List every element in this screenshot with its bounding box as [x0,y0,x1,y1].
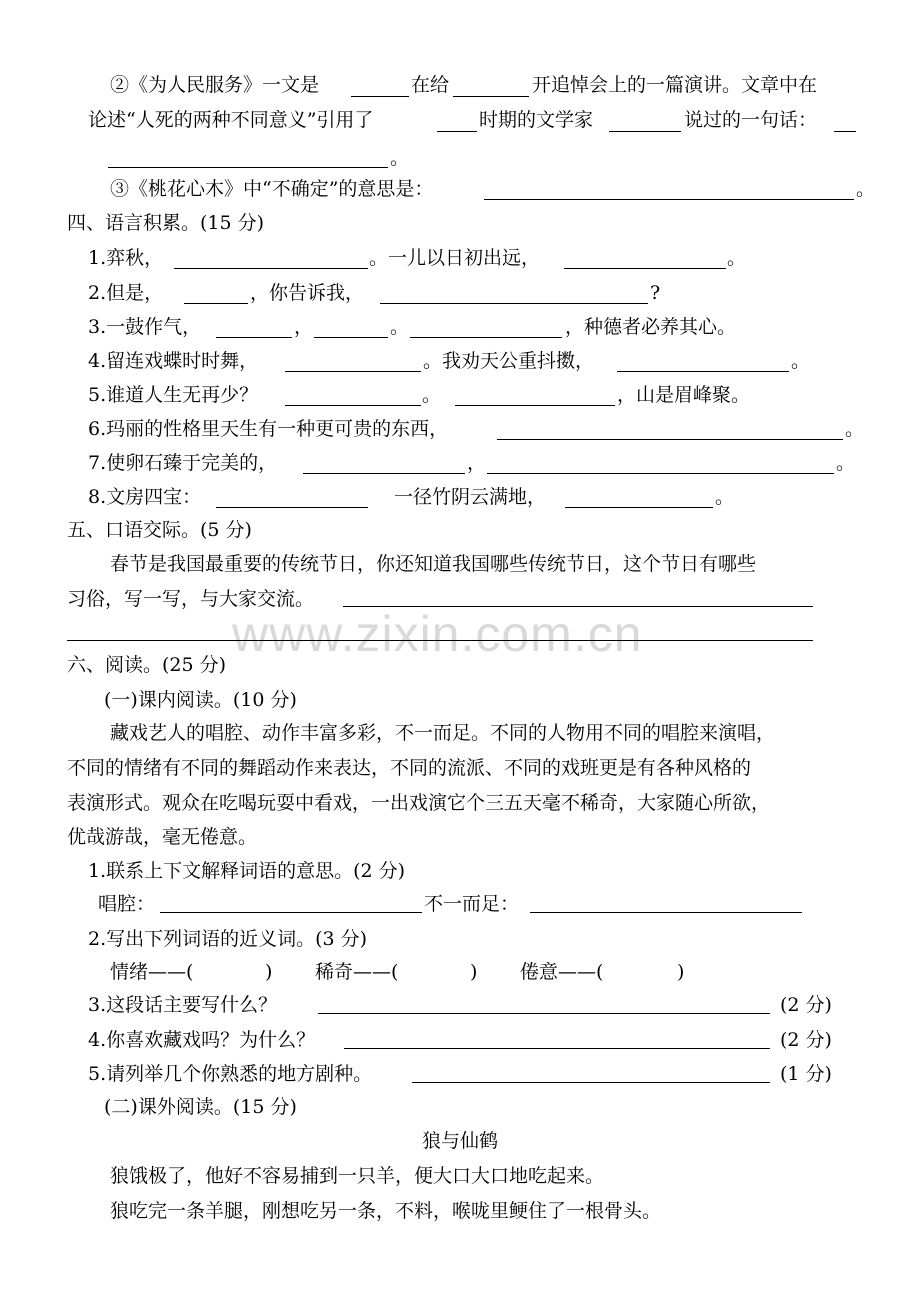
q5 [0,1057,920,1091]
text: ， [294,316,314,338]
s5-para-line1 [0,547,920,581]
q2-answers [0,955,920,989]
fill-blank[interactable] [437,131,477,132]
s4-line7 [0,446,920,480]
s4-line3 [0,310,920,344]
text: 5.谁道人生无再少？ [88,384,259,406]
text: 藏戏艺人的唱腔、动作丰富多彩，不一而足。不同的人物用不同的唱腔来演唱， [110,722,776,744]
fill-blank[interactable] [108,167,388,168]
answer-line[interactable] [344,1048,770,1049]
score: (1 分) [780,1063,832,1085]
text: 。 [422,384,442,406]
answer-line[interactable] [412,1082,770,1083]
text: 。 [390,147,410,169]
q3-item3 [0,172,920,206]
text: 。 [856,178,876,200]
fill-blank[interactable] [285,371,421,372]
text: ) [265,961,273,983]
section-4-heading [0,206,920,240]
heading: 六、阅读。(25 分) [67,654,227,676]
text: ③《桃花心木》中“不确定”的意思是： [110,178,434,200]
answer-line[interactable] [67,640,813,641]
fill-blank[interactable] [484,199,854,200]
text: 8.文房四宝： [88,486,202,508]
text: 时期的文学家 [479,109,594,131]
fill-blank[interactable] [455,405,615,406]
text: 。 [836,452,856,474]
s4-line5 [0,378,920,412]
text: 。 [727,247,747,269]
fill-blank[interactable] [617,371,789,372]
text: 1.弈秋， [88,247,164,269]
text: 情绪——( [110,961,194,983]
text: 春节是我国最重要的传统节日，你还知道我国哪些传统节日，这个节日有哪些 [110,553,757,575]
passage-line [0,820,920,854]
s6-sub2 [0,1090,920,1124]
q3 [0,988,920,1022]
s4-line2 [0,276,920,310]
fill-blank[interactable] [184,303,248,304]
text: 优哉游哉，毫无倦意。 [67,826,258,848]
text: 习俗，写一写，与大家交流。 [67,588,315,610]
heading: 四、语言积累。(15 分) [67,212,265,234]
text: ，山是眉峰聚。 [617,384,751,406]
question: 1.联系上下文解释词语的意思。(2 分) [88,860,406,882]
fill-blank[interactable] [565,507,713,508]
text: ，你告诉我， [250,282,365,304]
fill-blank[interactable] [160,912,422,913]
fill-blank[interactable] [609,131,681,132]
s6-sub1 [0,683,920,717]
fill-blank[interactable] [487,473,834,474]
heading: 五、口语交际。(5 分) [67,519,252,541]
text: 6.玛丽的性格里天生有一种更可贵的东西， [88,418,449,440]
section-6-heading [0,648,920,682]
text: ? [650,282,661,304]
story-line [0,1159,920,1193]
text: 倦意——( [520,961,604,983]
text: 。一儿以日初出远， [369,247,541,269]
section-5-heading [0,513,920,547]
fill-blank[interactable] [453,96,529,97]
text: 说过的一句话： [684,109,818,131]
text: 4.留连戏蝶时时舞， [88,350,259,372]
text: ， [467,452,487,474]
fill-blank[interactable] [410,337,562,338]
text: 稀奇——( [315,961,399,983]
passage-line [0,751,920,785]
score: (2 分) [780,994,832,1016]
q1 [0,854,920,888]
fill-blank[interactable] [530,912,802,913]
text: 3.一鼓作气， [88,316,202,338]
fill-blank[interactable] [216,337,292,338]
text: 。 [390,316,410,338]
story-line [0,1194,920,1228]
q2 [0,922,920,956]
fill-blank[interactable] [216,507,368,508]
fill-blank[interactable] [564,268,726,269]
text: 。 [791,350,811,372]
s4-line6 [0,412,920,446]
s4-line8 [0,480,920,514]
score: (2 分) [780,1029,832,1051]
fill-blank[interactable] [834,131,856,132]
text: ) [677,961,685,983]
fill-blank[interactable] [351,96,409,97]
q4 [0,1023,920,1057]
question: 3.这段话主要写什么？ [88,994,278,1016]
text: ②《为人民服务》一文是 [110,74,320,96]
question: 2.写出下列词语的近义词。(3 分) [88,928,368,950]
fill-blank[interactable] [314,337,388,338]
text: 狼吃完一条羊腿，刚想吃另一条，不料，喉咙里鲠住了一根骨头。 [110,1200,662,1222]
text: 唱腔： [98,893,156,915]
s4-line1 [0,241,920,275]
s4-line4 [0,344,920,378]
fill-blank[interactable] [380,303,648,304]
text: ) [470,961,478,983]
text: 7.使卵石臻于完美的， [88,452,278,474]
text: ，种德者必养其心。 [565,316,737,338]
text: 。 [845,418,865,440]
text: 。我劝天公重抖擞， [423,350,595,372]
text: 2.但是， [88,282,164,304]
q3-item2-line3 [0,141,920,175]
q1-answers [0,887,920,921]
fill-blank[interactable] [174,268,368,269]
question: 5.请列举几个你熟悉的地方剧种。 [88,1063,373,1085]
question: 4.你喜欢藏戏吗？为什么？ [88,1029,316,1051]
text: 。 [715,486,735,508]
story-title: 狼与仙鹤 [421,1130,498,1152]
text: 狼饿极了，他好不容易捕到一只羊，便大口大口地吃起来。 [110,1165,605,1187]
passage-line [0,786,920,820]
text: 在给 [411,74,450,96]
watermark: www.zixin.com.cn [232,606,643,662]
fill-blank[interactable] [497,439,843,440]
text: 不一而足： [424,893,520,915]
s5-para-line2 [0,582,920,616]
text: 开追悼会上的一篇演讲。文章中在 [532,74,818,96]
answer-line[interactable] [318,1013,770,1014]
subheading: (二)课外阅读。(15 分) [104,1096,297,1118]
text: 一径竹阴云满地， [394,486,547,508]
text: 表演形式。观众在吃喝玩耍中看戏，一出戏演它个三五天毫不稀奇，大家随心所欲， [67,792,771,814]
fill-blank[interactable] [303,473,465,474]
text: 不同的情绪有不同的舞蹈动作来表达，不同的流派、不同的戏班更是有各种风格的 [67,757,752,779]
story-title-line [0,1124,920,1158]
fill-blank[interactable] [285,405,421,406]
answer-line[interactable] [343,606,813,607]
subheading: (一)课内阅读。(10 分) [104,689,297,711]
passage-line [0,716,920,750]
text: 论述“人死的两种不同意义”引用了 [88,109,374,131]
